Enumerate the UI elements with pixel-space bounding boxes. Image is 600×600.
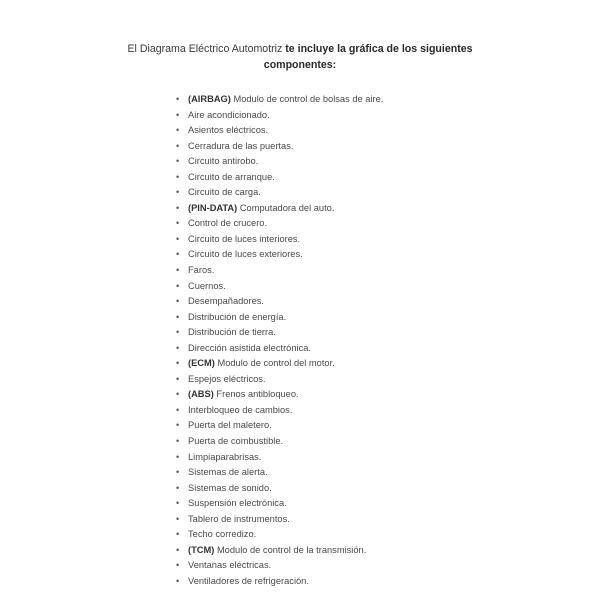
component-text: Dirección asistida electrónica. xyxy=(188,342,311,353)
component-code: (PIN-DATA) xyxy=(188,202,238,213)
component-item xyxy=(176,574,383,590)
bullet-icon: • xyxy=(176,187,180,198)
component-item xyxy=(176,310,383,326)
bullet-icon: • xyxy=(176,529,180,540)
bullet-icon: • xyxy=(176,358,180,369)
bullet-icon: • xyxy=(176,451,180,462)
component-text: Sistemas de sonido. xyxy=(188,482,272,493)
component-item xyxy=(176,434,383,450)
component-text: Control de crucero. xyxy=(188,218,268,229)
bullet-icon: • xyxy=(176,280,180,291)
component-item xyxy=(176,356,383,372)
component-text: Circuito de luces interiores. xyxy=(188,233,301,244)
component-item xyxy=(176,512,383,528)
bullet-icon: • xyxy=(176,498,180,509)
bullet-icon: • xyxy=(176,140,180,151)
component-text: Circuito antirobo. xyxy=(188,156,259,167)
bullet-icon: • xyxy=(176,109,180,120)
component-text: Distribución de tierra. xyxy=(188,327,276,338)
bullet-icon: • xyxy=(176,436,180,447)
component-text: Distribución de energía. xyxy=(188,311,287,322)
component-item xyxy=(176,92,383,108)
component-item xyxy=(176,387,383,403)
bullet-icon: • xyxy=(176,327,180,338)
component-item xyxy=(176,108,383,124)
component-text: Computadora del auto. xyxy=(239,202,335,213)
bullet-icon: • xyxy=(176,342,180,353)
bullet-icon: • xyxy=(176,404,180,415)
bullet-icon: • xyxy=(176,373,180,384)
component-text: Puerta del maletero. xyxy=(188,420,272,431)
component-item xyxy=(176,185,383,201)
component-item xyxy=(176,325,383,341)
component-text: Modulo de control de bolsas de aire. xyxy=(233,94,384,104)
component-text: Tablero de instrumentos. xyxy=(188,513,290,524)
component-text: Asientos eléctricos. xyxy=(188,125,269,136)
bullet-icon: • xyxy=(176,218,180,229)
component-text: Cuernos. xyxy=(188,280,226,291)
component-item xyxy=(176,139,383,155)
component-item xyxy=(176,527,383,543)
component-item xyxy=(176,450,383,466)
bullet-icon: • xyxy=(176,389,180,400)
component-text: Desempañadores. xyxy=(188,296,264,307)
component-item xyxy=(176,341,383,357)
component-item xyxy=(176,279,383,295)
bullet-icon: • xyxy=(176,249,180,260)
component-text: Interbloqueo de cambios. xyxy=(188,404,293,415)
component-text: Modulo de control de la transmisión. xyxy=(216,544,367,555)
component-item xyxy=(176,154,383,170)
component-item xyxy=(176,247,383,263)
component-item xyxy=(176,403,383,419)
bullet-icon: • xyxy=(176,311,180,322)
component-text: Sistemas de alerta. xyxy=(188,467,268,478)
component-item xyxy=(176,465,383,481)
component-text: Ventanas eléctricas. xyxy=(188,560,272,571)
component-text: Techo corredizo. xyxy=(188,529,257,540)
bullet-icon: • xyxy=(176,202,180,213)
bullet-icon: • xyxy=(176,265,180,276)
component-text: Faros. xyxy=(188,265,215,276)
component-list xyxy=(176,92,383,590)
component-code: (AIRBAG) xyxy=(188,94,231,104)
intro-plain-text: El Diagrama Eléctrico Automotriz xyxy=(127,43,286,55)
component-item xyxy=(176,294,383,310)
bullet-icon: • xyxy=(176,575,180,586)
component-text: Modulo de control del motor. xyxy=(217,358,335,369)
component-code: (ECM) xyxy=(188,358,215,369)
component-item xyxy=(176,372,383,388)
bullet-icon: • xyxy=(176,560,180,571)
bullet-icon: • xyxy=(176,482,180,493)
bullet-icon: • xyxy=(176,513,180,524)
component-text: Ventiladores de refrigeración. xyxy=(188,575,309,586)
intro-line-2: componentes: xyxy=(263,59,337,71)
component-item xyxy=(176,418,383,434)
bullet-icon: • xyxy=(176,156,180,167)
component-code: (TCM) xyxy=(188,544,215,555)
component-text: Circuito de arranque. xyxy=(188,171,275,182)
bullet-icon: • xyxy=(176,125,180,136)
intro-paragraph xyxy=(0,41,600,73)
component-text: Aire acondicionado. xyxy=(188,109,270,120)
component-text: Frenos antibloqueo. xyxy=(216,389,299,400)
component-item xyxy=(176,263,383,279)
bullet-icon: • xyxy=(176,233,180,244)
bullet-icon: • xyxy=(176,296,180,307)
component-text: Circuito de carga. xyxy=(188,187,261,198)
bullet-icon: • xyxy=(176,544,180,555)
component-item xyxy=(176,216,383,232)
intro-bold-text: te incluye la gráfica de los siguientes xyxy=(285,43,473,55)
bullet-icon: • xyxy=(176,467,180,478)
component-text: Circuito de luces exteriores. xyxy=(188,249,303,260)
component-item xyxy=(176,543,383,559)
component-item xyxy=(176,123,383,139)
bullet-icon: • xyxy=(176,94,180,104)
component-text: Puerta de combustible. xyxy=(188,436,284,447)
component-item xyxy=(176,481,383,497)
intro-line-1 xyxy=(0,41,600,57)
component-code: (ABS) xyxy=(188,389,214,400)
component-text: Suspensión electrónica. xyxy=(188,498,287,509)
component-item xyxy=(176,170,383,186)
component-text: Espejos eléctricos. xyxy=(188,373,266,384)
component-text: Limpiaparabrisas. xyxy=(188,451,262,462)
bullet-icon: • xyxy=(176,171,180,182)
component-item xyxy=(176,496,383,512)
bullet-icon: • xyxy=(176,420,180,431)
component-text: Cerradura de las puertas. xyxy=(188,140,294,151)
component-item xyxy=(176,232,383,248)
component-item xyxy=(176,558,383,574)
component-item xyxy=(176,201,383,217)
